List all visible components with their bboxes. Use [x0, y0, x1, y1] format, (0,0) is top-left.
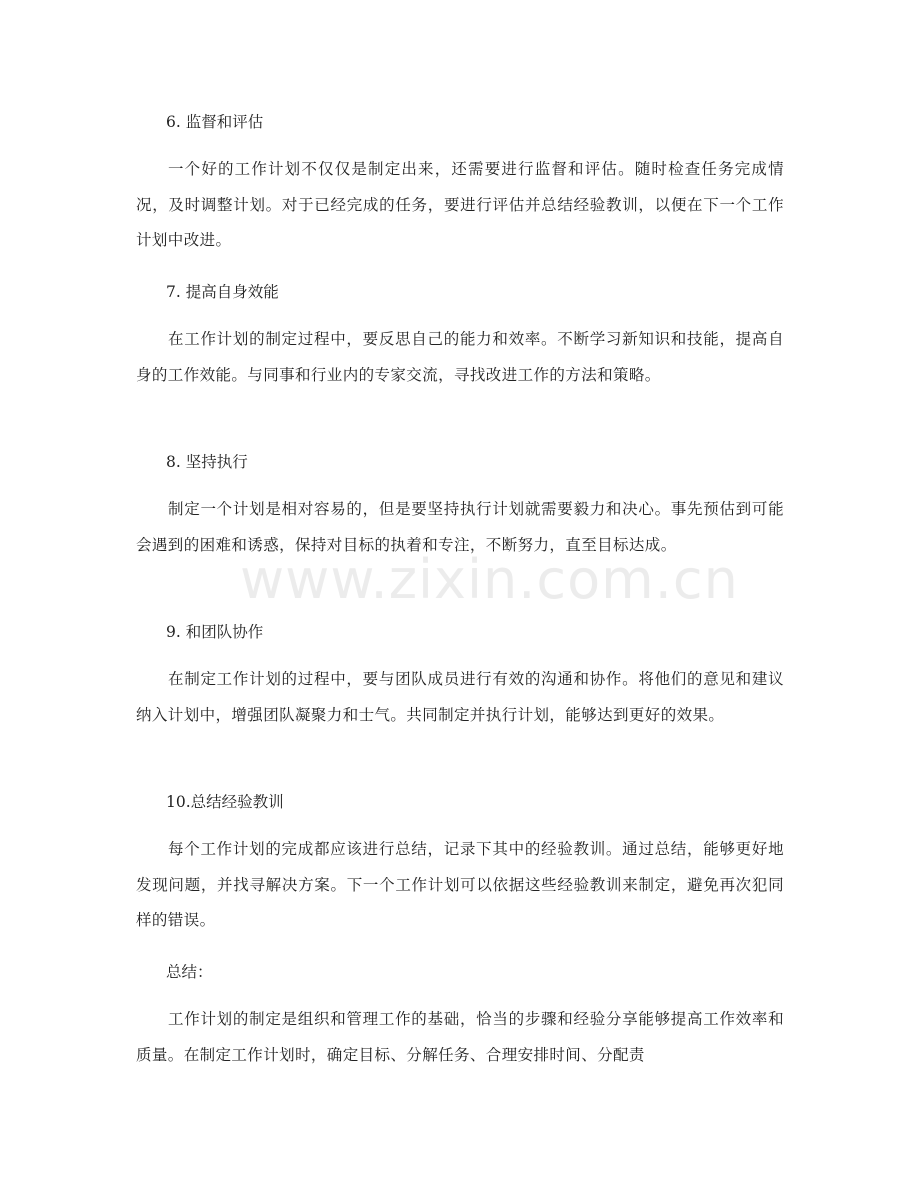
section-body-lessons: 每个工作计划的完成都应该进行总结，记录下其中的经验教训。通过总结，能够更好地发现问题，并找寻解决方案。下一个工作计划可以依据这些经验教训来制定，避免再次犯同样的错误。 — [136, 840, 784, 929]
section-body-teamwork: 在制定工作计划的过程中，要与团队成员进行有效的沟通和协作。将他们的意见和建议纳入计划中，增强团队凝聚力和士气。共同制定并执行计划，能够达到更好的效果。 — [136, 670, 784, 724]
summary-heading: 总结： — [166, 963, 213, 981]
section-body-self-efficiency: 在工作计划的制定过程中，要反思自己的能力和效率。不断学习新知识和技能，提高自身的工作效能。与同事和行业内的专家交流，寻找改进工作的方法和策略。 — [136, 330, 784, 384]
section-heading-self-efficiency: 7. 提高自身效能 — [166, 283, 279, 301]
summary-body: 工作计划的制定是组织和管理工作的基础，恰当的步骤和经验分享能够提高工作效率和质量。在制定工作计划时，确定目标、分解任务、合理安排时间、分配责 — [136, 1010, 784, 1064]
section-heading-persist: 8. 坚持执行 — [166, 453, 248, 471]
section-body-monitor-evaluate: 一个好的工作计划不仅仅是制定出来，还需要进行监督和评估。随时检查任务完成情况，及时调整计划。对于已经完成的任务，要进行评估并总结经验教训，以便在下一个工作计划中改进。 — [136, 160, 784, 249]
section-body-persist: 制定一个计划是相对容易的，但是要坚持执行计划就需要毅力和决心。事先预估到可能会遇到的困难和诱惑，保持对目标的执着和专注，不断努力，直至目标达成。 — [136, 500, 784, 554]
section-heading-teamwork: 9. 和团队协作 — [166, 623, 264, 641]
watermark: www.zixin.com.cn — [240, 548, 739, 611]
section-heading-lessons: 10.总结经验教训 — [166, 793, 284, 811]
section-heading-monitor-evaluate: 6. 监督和评估 — [166, 113, 264, 131]
